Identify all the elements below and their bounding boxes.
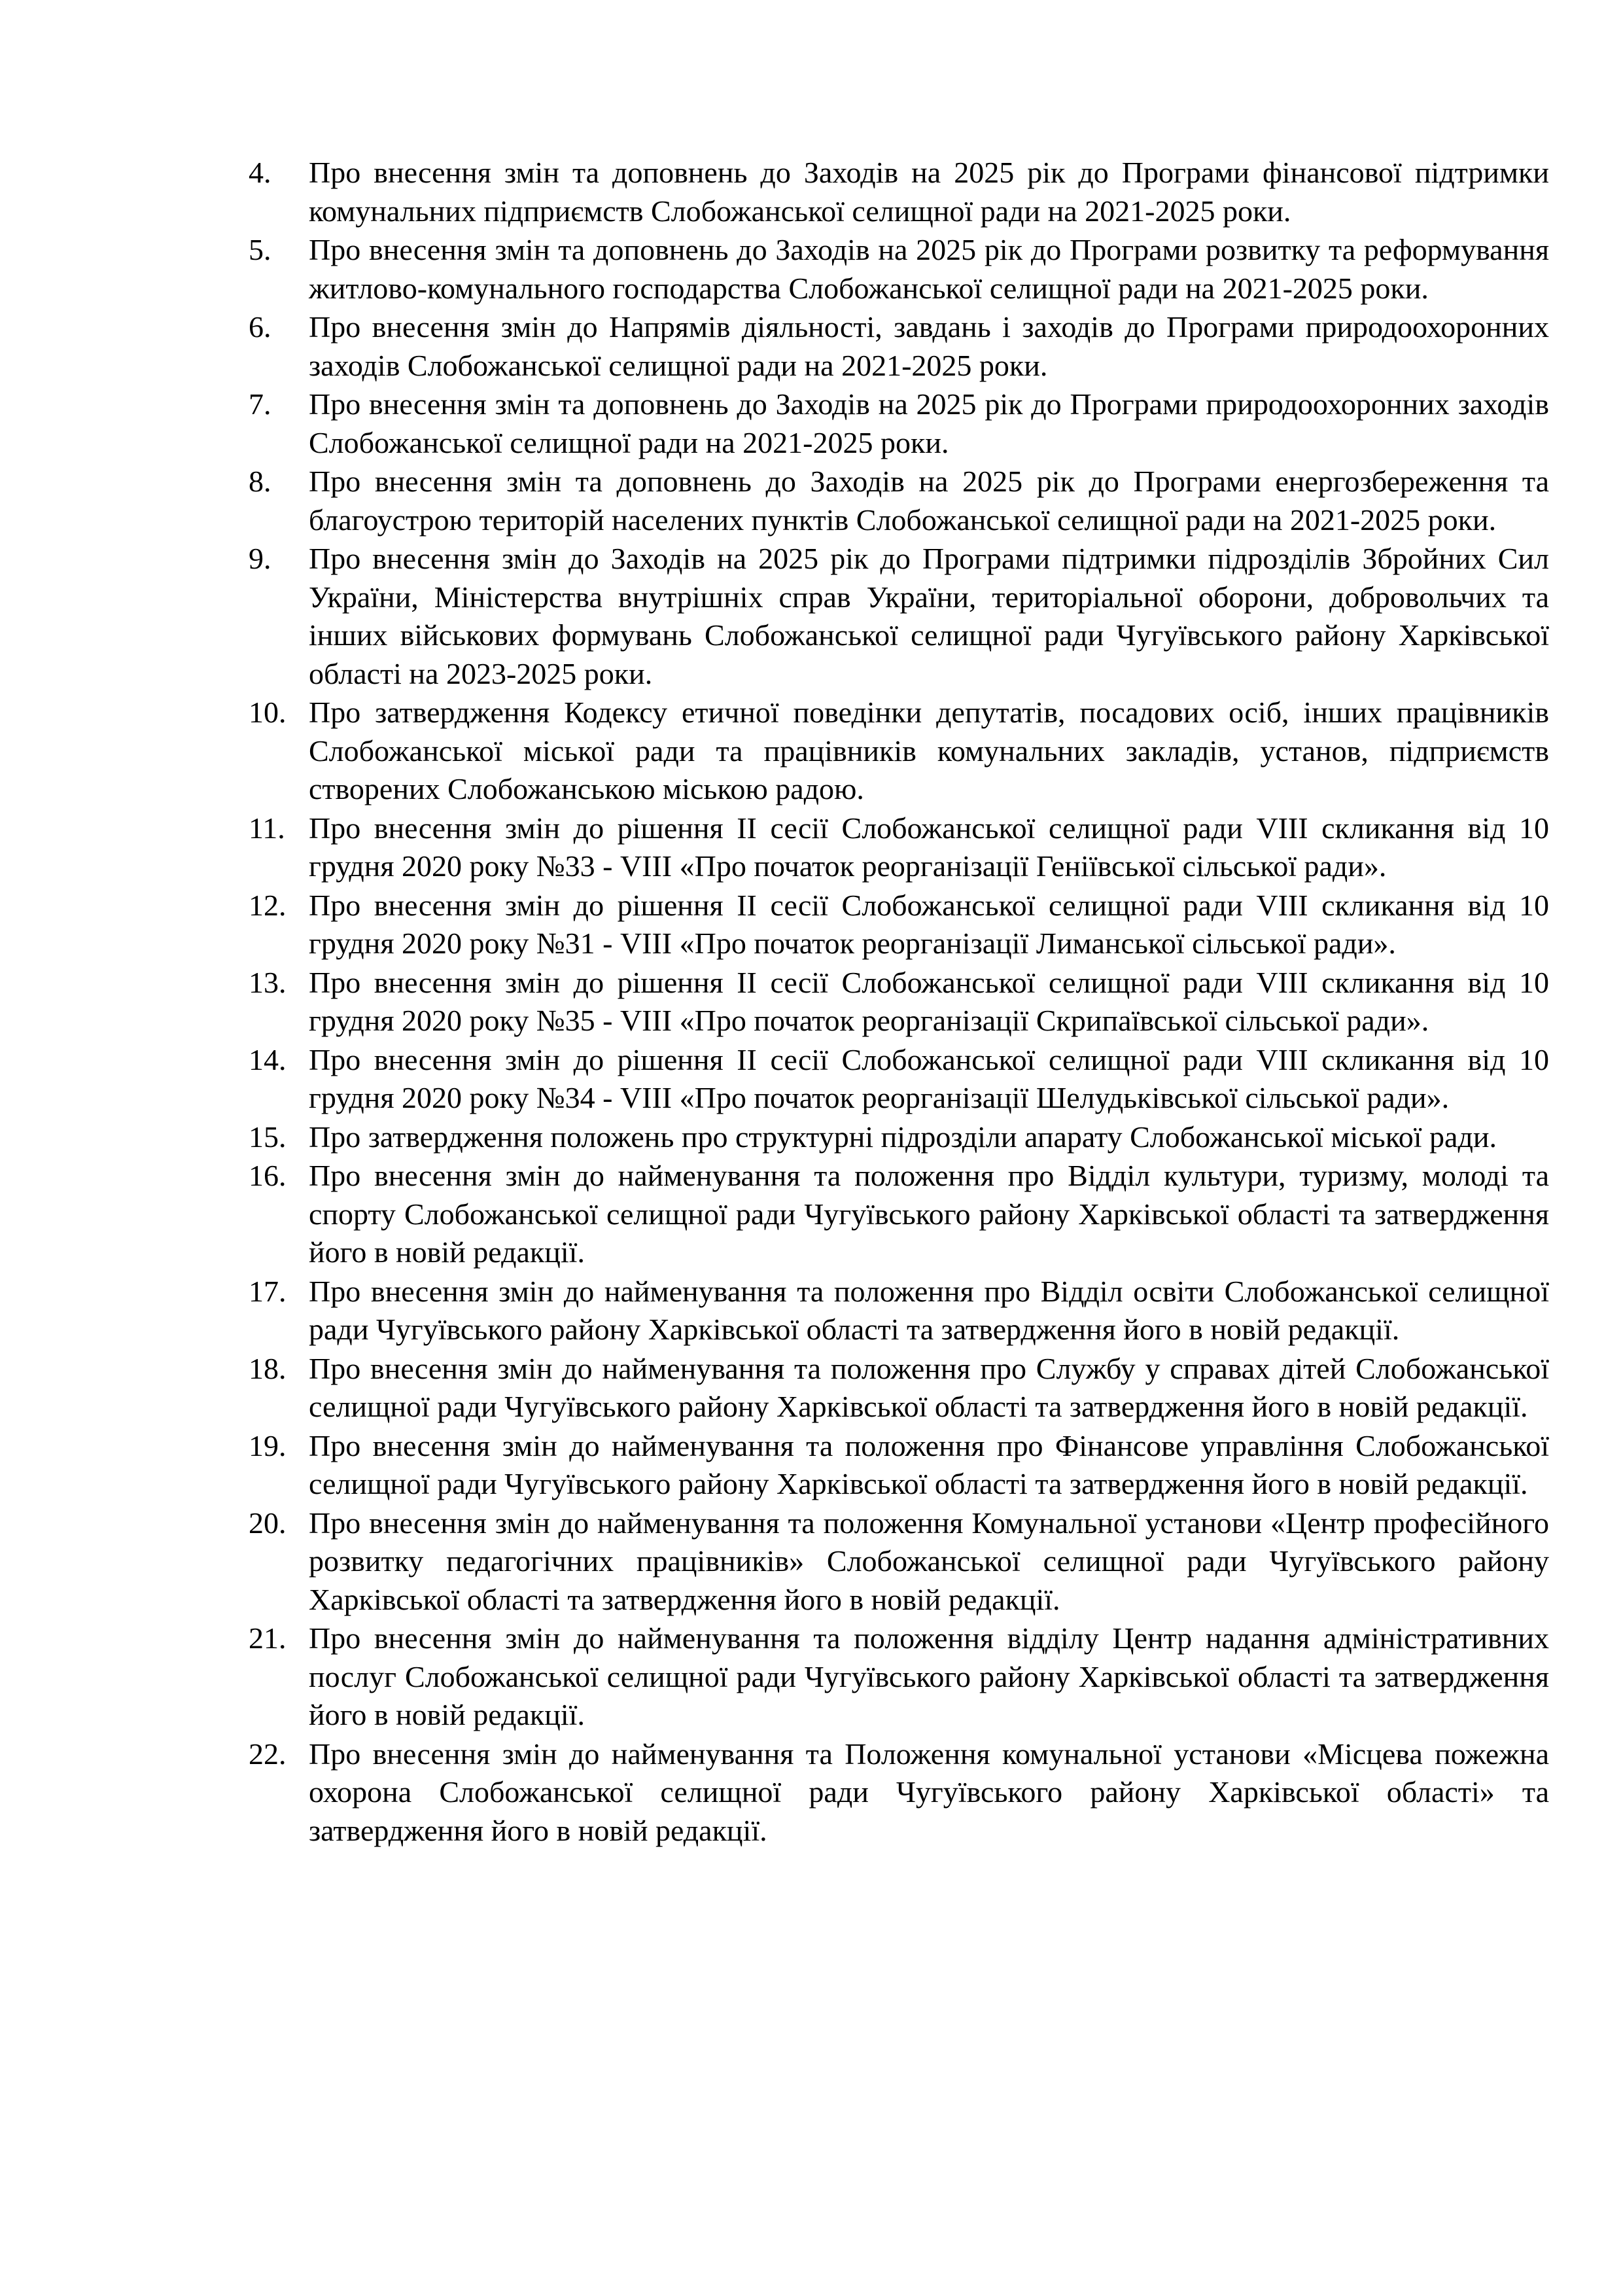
agenda-item-21 <box>249 1619 1549 1735</box>
item-number: 15. <box>249 1120 287 1154</box>
item-text: Про внесення змін до найменування та положення про Фінансове управління Слобожанської селищної ради Чугуївського району Харківської області та затвердження його в новій редакції. <box>309 1428 1549 1500</box>
item-number: 11. <box>249 811 285 845</box>
agenda-item-9 <box>249 540 1549 693</box>
item-number: 8. <box>249 465 271 498</box>
agenda-item-14 <box>249 1041 1549 1118</box>
agenda-item-10 <box>249 694 1549 809</box>
item-number: 19. <box>249 1428 287 1462</box>
item-text: Про внесення змін до найменування та положення про Службу у справах дітей Слобожанської селищної ради Чугуївського району Харківської області та затвердження його в новій редакції. <box>309 1351 1549 1423</box>
agenda-item-4 <box>249 154 1549 230</box>
item-text: Про внесення змін до рішення ІІ сесії Слобожанської селищної ради VIII скликання від 10 грудня 2020 року №31 - VIII «Про початок реорганізації Лиманської сільської ради». <box>309 888 1549 960</box>
item-number: 14. <box>249 1042 287 1076</box>
item-text: Про внесення змін та доповнень до Заходів на 2025 рік до Програми природоохоронних заходів Слобожанської селищної ради на 2021-2025 роки. <box>309 387 1549 459</box>
item-number: 16. <box>249 1159 287 1192</box>
agenda-item-11 <box>249 809 1549 886</box>
item-number: 4. <box>249 156 271 189</box>
agenda-item-19 <box>249 1427 1549 1504</box>
item-text: Про внесення змін до найменування та положення Комунальної установи «Центр професійного розвитку педагогічних працівників» Слобожанської селищної ради Чугуївського району Харківської області та затвердження його в новій редакції. <box>309 1506 1549 1616</box>
item-number: 22. <box>249 1737 287 1771</box>
item-number: 13. <box>249 965 287 999</box>
item-text: Про внесення змін до Напрямів діяльності, завдань і заходів до Програми природоохоронних заходів Слобожанської селищної ради на 2021-2025 роки. <box>309 310 1549 382</box>
item-text: Про внесення змін до найменування та положення відділу Центр надання адміністративних послуг Слобожанської селищної ради Чугуївського району Харківської області та затвердження його в новій редакції. <box>309 1621 1549 1731</box>
agenda-item-6 <box>249 308 1549 385</box>
item-text: Про внесення змін до найменування та Положення комунальної установи «Місцева пожежна охорона Слобожанської селищної ради Чугуївського району Харківської області» та затвердження його в новій редакції. <box>309 1737 1549 1847</box>
item-text: Про внесення змін до рішення ІІ сесії Слобожанської селищної ради VIII скликання від 10 грудня 2020 року №33 - VIII «Про початок реорганізації Геніївської сільської ради». <box>309 811 1549 883</box>
agenda-item-5 <box>249 231 1549 308</box>
item-number: 21. <box>249 1621 287 1655</box>
agenda-item-16 <box>249 1157 1549 1272</box>
item-number: 9. <box>249 542 271 575</box>
item-text: Про затвердження положень про структурні підрозділи апарату Слобожанської міської ради. <box>309 1120 1497 1154</box>
item-number: 20. <box>249 1506 287 1540</box>
agenda-item-13 <box>249 964 1549 1040</box>
item-number: 6. <box>249 310 271 344</box>
item-text: Про внесення змін та доповнень до Заходів на 2025 рік до Програми фінансової підтримки комунальних підприємств Слобожанської селищної ради на 2021-2025 роки. <box>309 156 1549 228</box>
agenda-item-15 <box>249 1118 1549 1157</box>
item-text: Про внесення змін до Заходів на 2025 рік до Програми підтримки підрозділів Збройних Сил України, Міністерства внутрішніх справ України, територіальної оборони, добровольчих та інших військових формувань Слобожанської селищної ради Чугуївського району Харківської області на 2023-2025 роки. <box>309 542 1549 690</box>
agenda-item-17 <box>249 1273 1549 1349</box>
item-text: Про внесення змін та доповнень до Заходів на 2025 рік до Програми розвитку та реформування житлово-комунального господарства Слобожанської селищної ради на 2021-2025 роки. <box>309 233 1549 305</box>
item-number: 18. <box>249 1351 287 1385</box>
agenda-item-20 <box>249 1504 1549 1619</box>
item-text: Про внесення змін та доповнень до Заходів на 2025 рік до Програми енергозбереження та благоустрою територій населених пунктів Слобожанської селищної ради на 2021-2025 роки. <box>309 465 1549 537</box>
item-number: 17. <box>249 1274 287 1308</box>
agenda-item-18 <box>249 1350 1549 1426</box>
agenda-item-8 <box>249 463 1549 539</box>
item-number: 7. <box>249 387 271 421</box>
item-text: Про внесення змін до рішення ІІ сесії Слобожанської селищної ради VIII скликання від 10 грудня 2020 року №35 - VIII «Про початок реорганізації Скрипаївської сільської ради». <box>309 965 1549 1037</box>
item-text: Про внесення змін до рішення ІІ сесії Слобожанської селищної ради VIII скликання від 10 грудня 2020 року №34 - VIII «Про початок реорганізації Шелудьківської сільської ради». <box>309 1042 1549 1114</box>
item-text: Про внесення змін до найменування та положення про Відділ культури, туризму, молоді та спорту Слобожанської селищної ради Чугуївського району Харківської області та затвердження його в новій редакції. <box>309 1159 1549 1269</box>
agenda-item-12 <box>249 887 1549 963</box>
item-number: 5. <box>249 233 271 266</box>
item-text: Про затвердження Кодексу етичної поведінки депутатів, посадових осіб, інших працівників Слобожанської міської ради та працівників комунальних закладів, установ, підприємств створених Слобожанською міською радою. <box>309 696 1549 805</box>
item-text: Про внесення змін до найменування та положення про Відділ освіти Слобожанської селищної ради Чугуївського району Харківської області та затвердження його в новій редакції. <box>309 1274 1549 1346</box>
item-number: 12. <box>249 888 287 922</box>
agenda-item-7 <box>249 385 1549 462</box>
agenda-list <box>249 154 1549 1850</box>
agenda-item-22 <box>249 1735 1549 1850</box>
item-number: 10. <box>249 696 287 729</box>
